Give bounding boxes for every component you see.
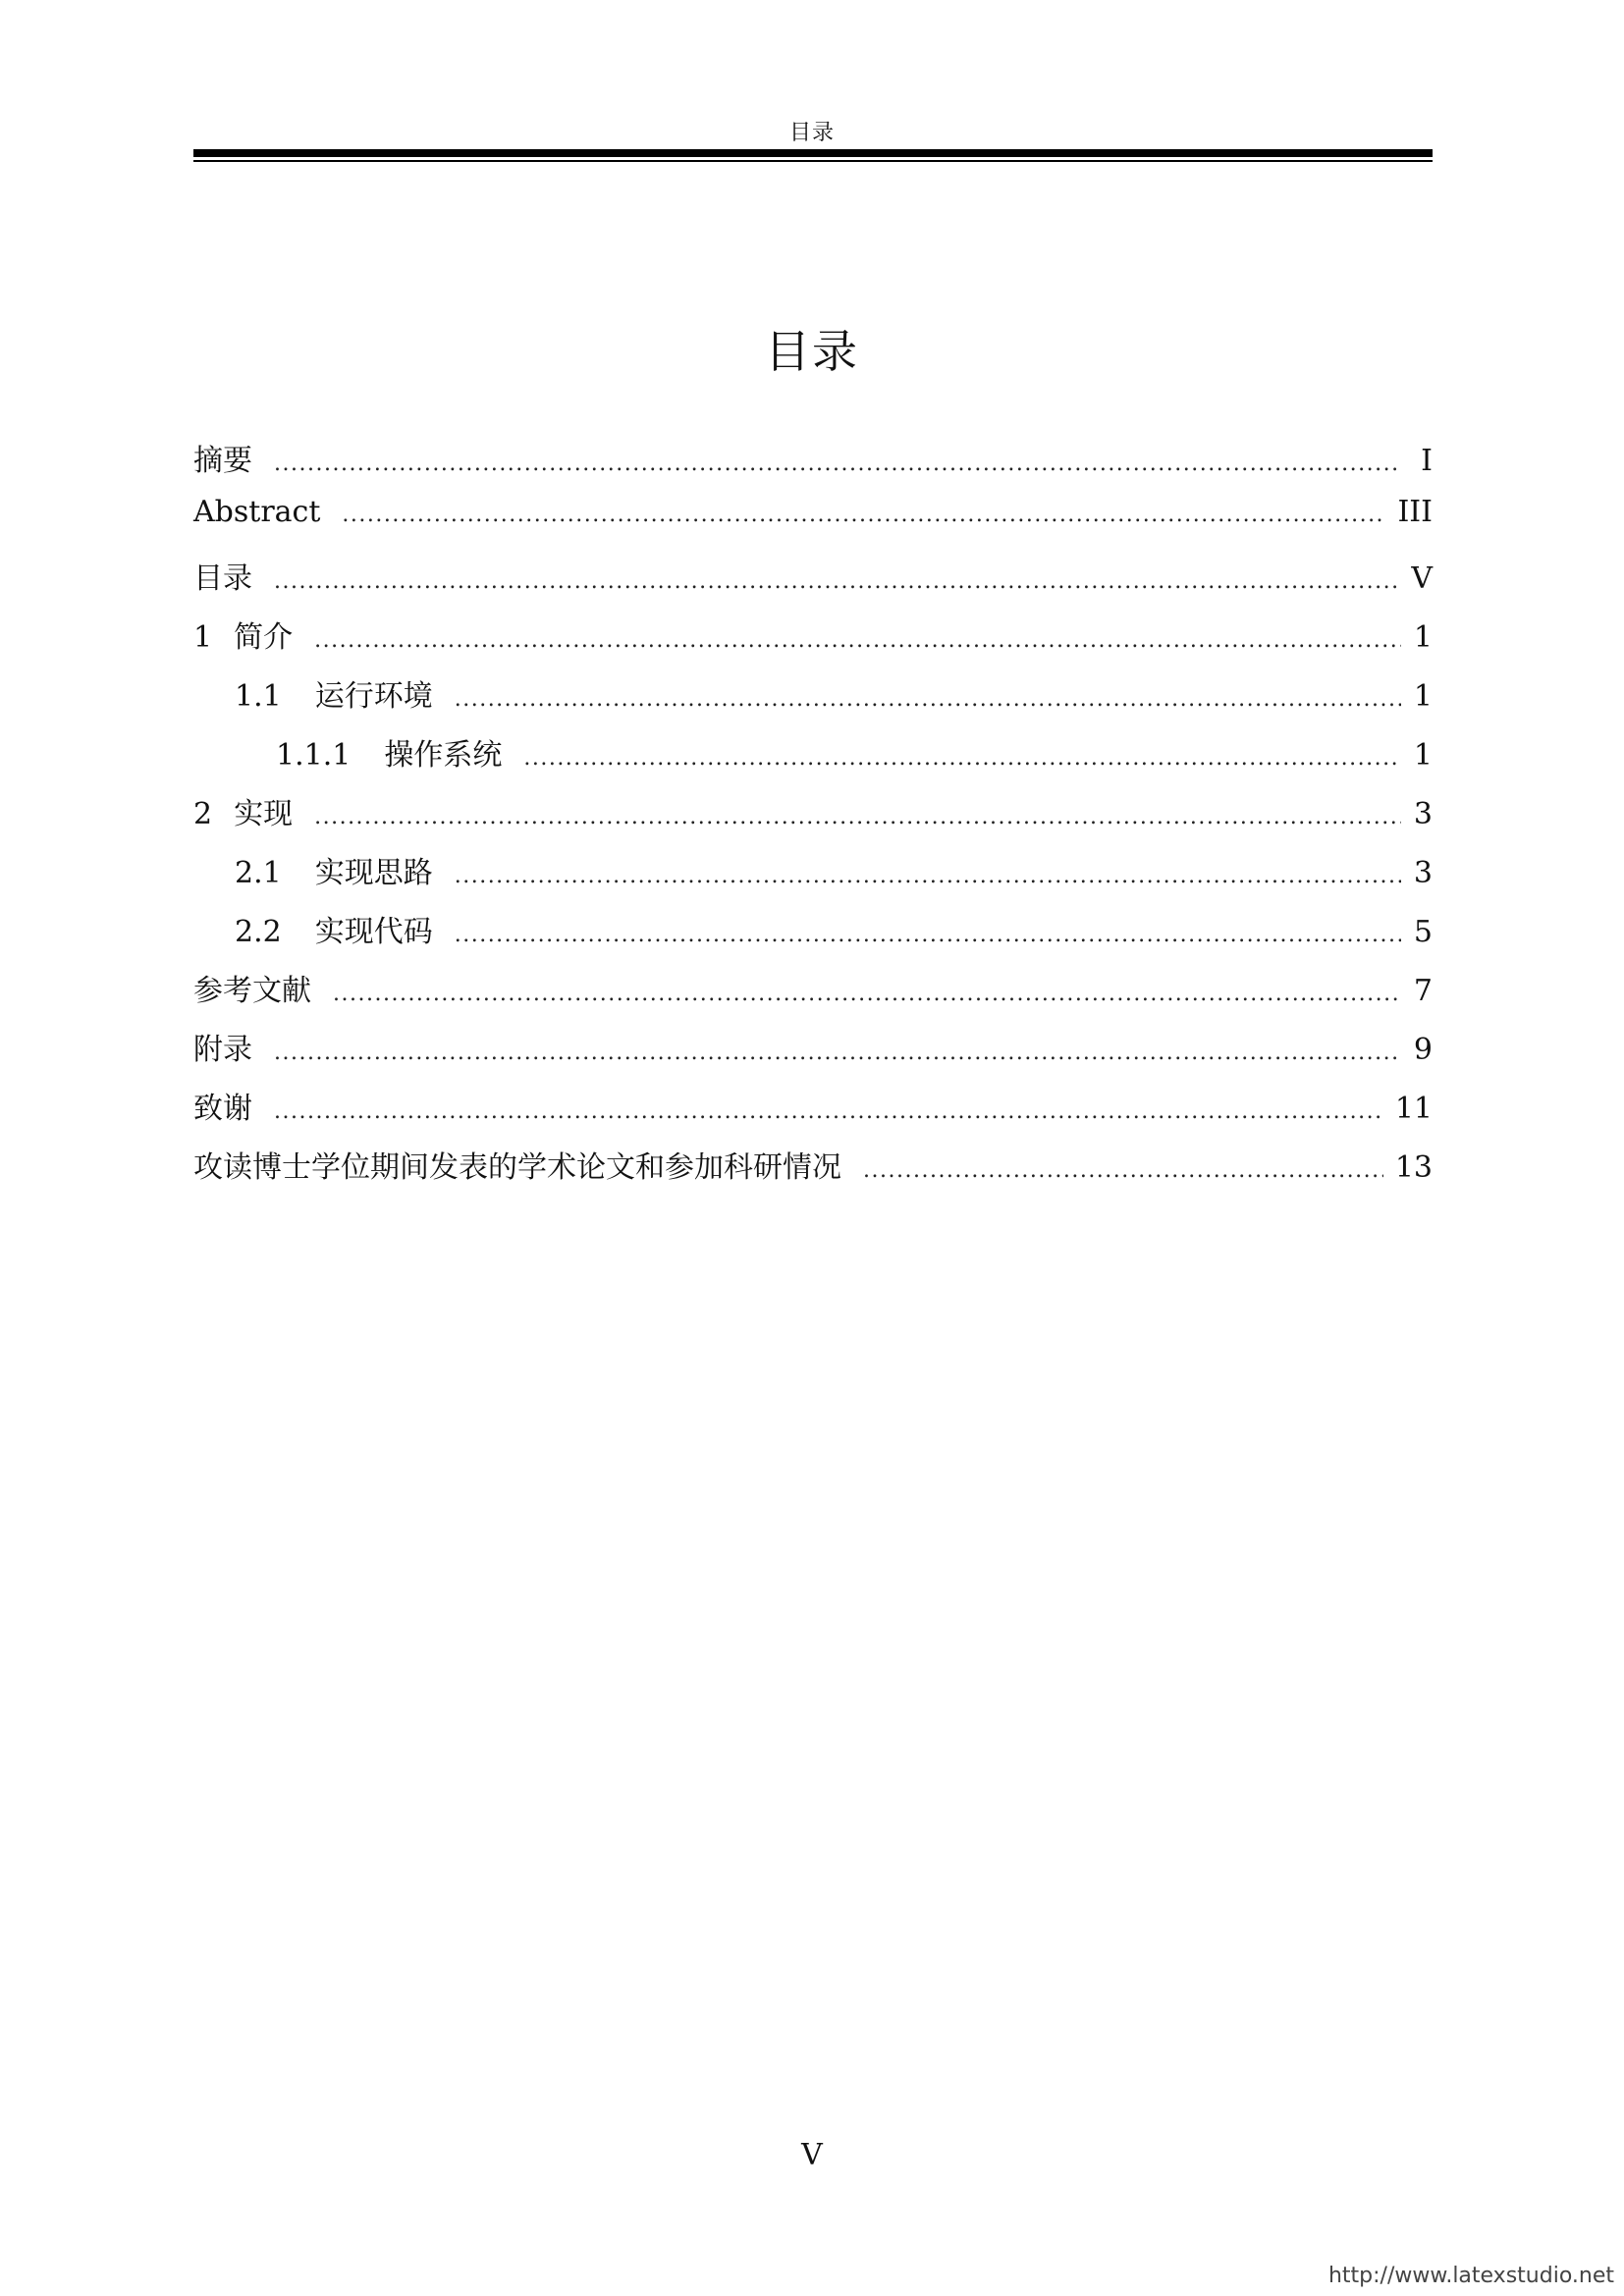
toc-entry-label: 运行环境	[314, 679, 433, 714]
toc-entry-label: 目录	[193, 561, 252, 596]
toc-leader-dots	[523, 746, 1401, 771]
toc-leader-dots	[274, 452, 1401, 476]
toc-leader-dots	[455, 687, 1401, 712]
header-rule-thin	[193, 160, 1433, 162]
toc-entry-page: 1	[1413, 679, 1433, 714]
toc-entry-page: 1	[1413, 620, 1433, 655]
toc-entry-number: 2	[193, 797, 213, 831]
toc-entry-section-2-2[interactable]	[193, 907, 1433, 966]
toc-entry-chapter-1[interactable]	[193, 613, 1433, 671]
toc-entry-page: 13	[1394, 1150, 1433, 1185]
toc-entry-acknowledgements[interactable]	[193, 1084, 1433, 1143]
toc-entry-page: 11	[1394, 1092, 1433, 1126]
toc-entry-page: 1	[1413, 738, 1433, 773]
header-rule-thick	[193, 149, 1433, 157]
toc-entry-label: 攻读博士学位期间发表的学术论文和参加科研情况	[193, 1150, 841, 1185]
toc-entry-page: III	[1397, 495, 1433, 529]
toc-leader-dots	[274, 1099, 1383, 1124]
toc-entry-label: 简介	[234, 620, 294, 655]
toc-entry-label: 摘要	[193, 444, 252, 478]
toc-entry-page: 7	[1413, 974, 1433, 1008]
toc-leader-dots	[274, 1041, 1401, 1065]
toc-entry-section-2-1[interactable]	[193, 848, 1433, 907]
toc-leader-dots	[342, 503, 1385, 527]
toc-entry-page: 9	[1413, 1033, 1433, 1067]
toc-entry-number: 1	[193, 620, 213, 655]
toc-entry-label: 附录	[193, 1033, 252, 1067]
toc-entry-label: 实现	[234, 797, 294, 831]
toc-entry-page: 3	[1413, 797, 1433, 831]
toc-leader-dots	[314, 805, 1401, 829]
toc-entry-label: 致谢	[193, 1092, 252, 1126]
toc-entry-label: 参考文献	[193, 974, 311, 1008]
toc-entry-abstract-cn[interactable]	[193, 436, 1433, 495]
toc-leader-dots	[333, 982, 1401, 1006]
toc-entry-number: 1.1.1	[276, 738, 352, 773]
toc-entry-references[interactable]	[193, 966, 1433, 1025]
toc-entry-contents[interactable]	[193, 554, 1433, 613]
toc-list	[193, 436, 1433, 1201]
toc-entry-page: 5	[1413, 915, 1433, 949]
toc-entry-page: 3	[1413, 856, 1433, 890]
toc-title: 目录	[765, 325, 859, 378]
toc-entry-page: V	[1411, 561, 1433, 596]
toc-entry-subsection-1-1-1[interactable]	[193, 730, 1433, 789]
toc-entry-label: 实现思路	[314, 856, 433, 890]
toc-entry-section-1-1[interactable]	[193, 671, 1433, 730]
toc-leader-dots	[455, 864, 1401, 888]
toc-leader-dots	[863, 1158, 1383, 1183]
toc-entry-appendix[interactable]	[193, 1025, 1433, 1084]
toc-entry-number: 2.2	[235, 915, 282, 949]
watermark-url: http://www.latexstudio.net	[1327, 2264, 1614, 2288]
toc-entry-abstract-en[interactable]	[193, 495, 1433, 554]
toc-entry-publications[interactable]	[193, 1143, 1433, 1201]
toc-leader-dots	[314, 628, 1401, 653]
toc-entry-label: Abstract	[193, 495, 321, 529]
toc-entry-chapter-2[interactable]	[193, 789, 1433, 848]
toc-entry-page: I	[1421, 444, 1433, 478]
toc-entry-label: 操作系统	[384, 738, 503, 773]
toc-leader-dots	[455, 923, 1401, 947]
toc-entry-number: 1.1	[235, 679, 282, 714]
toc-entry-label: 实现代码	[314, 915, 433, 949]
toc-leader-dots	[274, 569, 1399, 594]
toc-entry-number: 2.1	[235, 856, 282, 890]
footer-page-number: V	[801, 2138, 823, 2172]
running-header-title: 目录	[788, 121, 835, 145]
